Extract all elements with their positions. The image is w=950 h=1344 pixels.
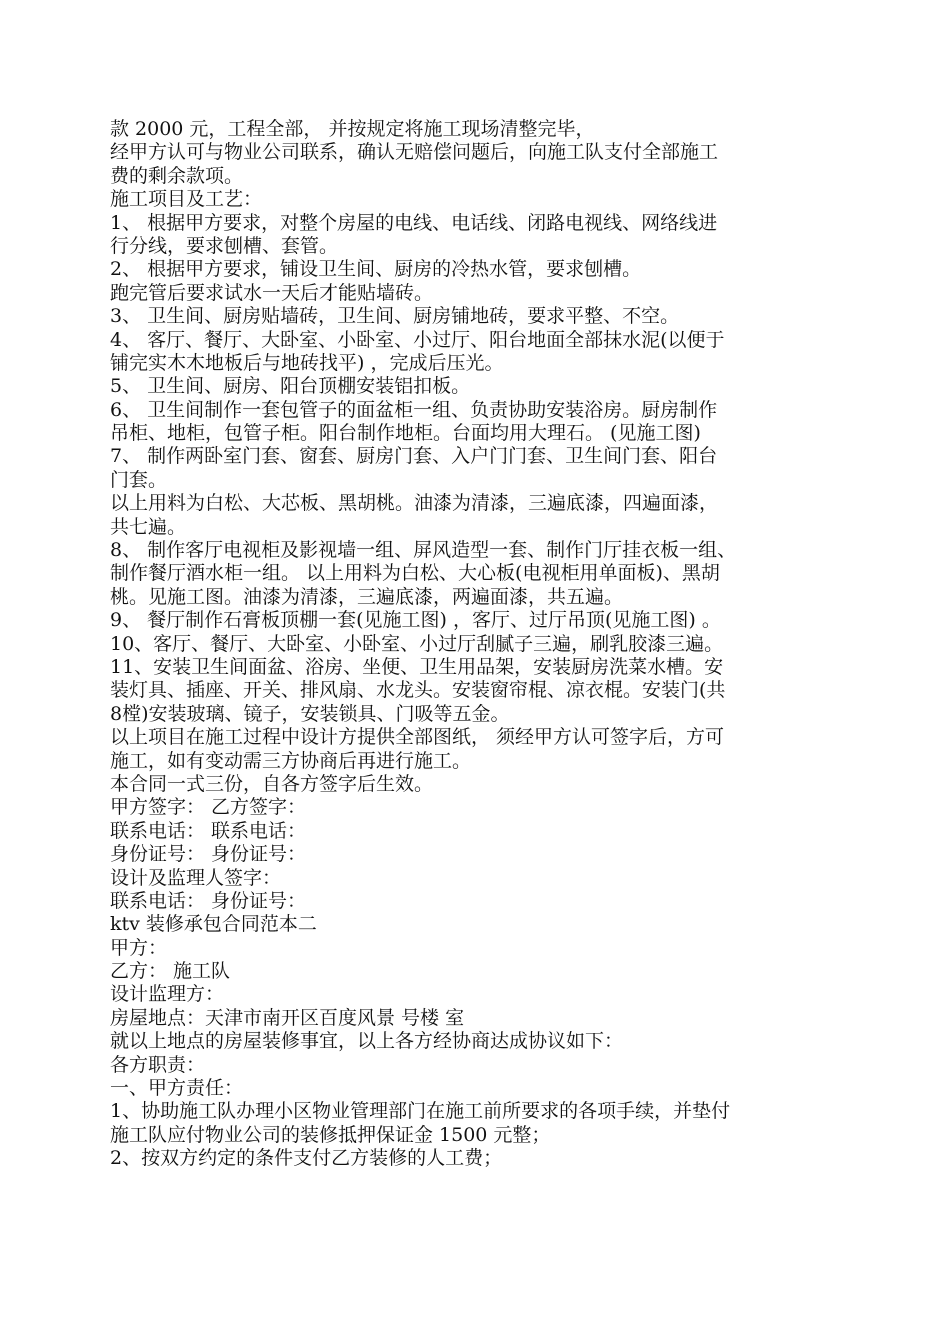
text-line: 甲方签字： 乙方签字： <box>110 796 307 819</box>
document-body <box>110 118 848 1171</box>
text-line: 费的剩余款项。 <box>110 164 244 187</box>
text-line: 款 2000 元，工程全部， 并按规定将施工现场清整完毕， <box>110 118 595 140</box>
text-line: 3、 卫生间、厨房贴墙砖，卫生间、厨房铺地砖，要求平整、不空。 <box>110 305 680 328</box>
text-line: 4、 客厅、餐厅、大卧室、小卧室、小过厅、阳台地面全部抹水泥(以便于 <box>110 328 725 351</box>
text-line: 5、 卫生间、厨房、阳台顶棚安装铝扣板。 <box>110 375 471 398</box>
text-line: 联系电话： 联系电话： <box>110 819 307 842</box>
text-line: 吊柜、地柜，包管子柜。阳台制作地柜。台面均用大理石。 (见施工图) <box>110 422 701 445</box>
text-line: 以上项目在施工过程中设计方提供全部图纸， 须经甲方认可签字后，方可 <box>110 726 725 749</box>
text-line: 11、安装卫生间面盆、浴房、坐便、卫生用品架，安装厨房洗菜水槽。安 <box>110 655 724 678</box>
text-line: 6、 卫生间制作一套包管子的面盆柜一组、负责协助安装浴房。厨房制作 <box>110 398 718 421</box>
text-line: 8樘)安装玻璃、镜子，安装锁具、门吸等五金。 <box>110 702 510 725</box>
text-line: 各方职责： <box>110 1053 206 1076</box>
text-line: 2、按双方约定的条件支付乙方装修的人工费； <box>110 1147 503 1170</box>
text-line: 1、 根据甲方要求，对整个房屋的电线、电话线、闭路电视线、网络线进 <box>110 211 718 234</box>
text-line: 7、 制作两卧室门套、窗套、厨房门套、入户门门套、卫生间门套、阳台 <box>110 445 718 468</box>
text-line: 乙方： 施工队 <box>110 960 231 983</box>
text-line: 制作餐厅酒水柜一组。 以上用料为白松、大心板(电视柜用单面板)、黑胡 <box>110 562 720 585</box>
text-line: 10、客厅、餐厅、大卧室、小卧室、小过厅刮腻子三遍，刷乳胶漆三遍。 <box>110 632 724 655</box>
text-line: 施工队应付物业公司的装修抵押保证金 1500 元整； <box>110 1123 551 1146</box>
text-line: 身份证号： 身份证号： <box>110 843 307 866</box>
text-line: ktv 装修承包合同范本二 <box>110 913 317 936</box>
text-line: 房屋地点：天津市南开区百度风景 号楼 室 <box>110 1006 465 1029</box>
text-line: 就以上地点的房屋装修事宜，以上各方经协商达成协议如下： <box>110 1030 624 1053</box>
text-line: 以上用料为白松、大芯板、黑胡桃。油漆为清漆，三遍底漆，四遍面漆， <box>110 492 719 515</box>
text-line: 设计及监理人签字： <box>110 866 282 889</box>
text-line: 1、协助施工队办理小区物业管理部门在施工前所要求的各项手续，并垫付 <box>110 1100 731 1123</box>
text-line: 施工，如有变动需三方协商后再进行施工。 <box>110 749 472 772</box>
text-line: 2、 根据甲方要求，铺设卫生间、厨房的冷热水管，要求刨槽。 <box>110 258 642 281</box>
text-line: 共七遍。 <box>110 515 187 538</box>
text-line: 施工项目及工艺： <box>110 188 263 211</box>
text-line: 经甲方认可与物业公司联系，确认无赔偿问题后，向施工队支付全部施工 <box>110 141 719 164</box>
text-line: 铺完实木木地板后与地砖找平) ，完成后压光。 <box>110 351 504 374</box>
text-line: 联系电话： 身份证号： <box>110 889 307 912</box>
text-line: 一、甲方责任： <box>110 1077 244 1100</box>
text-line: 行分线，要求刨槽、套管。 <box>110 234 339 257</box>
text-line: 门套。 <box>110 468 168 491</box>
text-line: 9、 餐厅制作石膏板顶棚一套(见施工图) ，客厅、过厅吊顶(见施工图) 。 <box>110 609 721 632</box>
text-line: 本合同一式三份，自各方签字后生效。 <box>110 772 434 795</box>
text-line: 装灯具、插座、开关、排风扇、水龙头。安装窗帘棍、凉衣棍。安装门(共 <box>110 679 726 702</box>
text-line: 8、 制作客厅电视柜及影视墙一组、屏风造型一套、制作门厅挂衣板一组、 <box>110 539 737 562</box>
text-line: 甲方： <box>110 936 168 959</box>
text-line: 桃。见施工图。油漆为清漆，三遍底漆，两遍面漆，共五遍。 <box>110 585 624 608</box>
text-line: 设计监理方： <box>110 983 225 1006</box>
text-line: 跑完管后要求试水一天后才能贴墙砖。 <box>110 281 434 304</box>
